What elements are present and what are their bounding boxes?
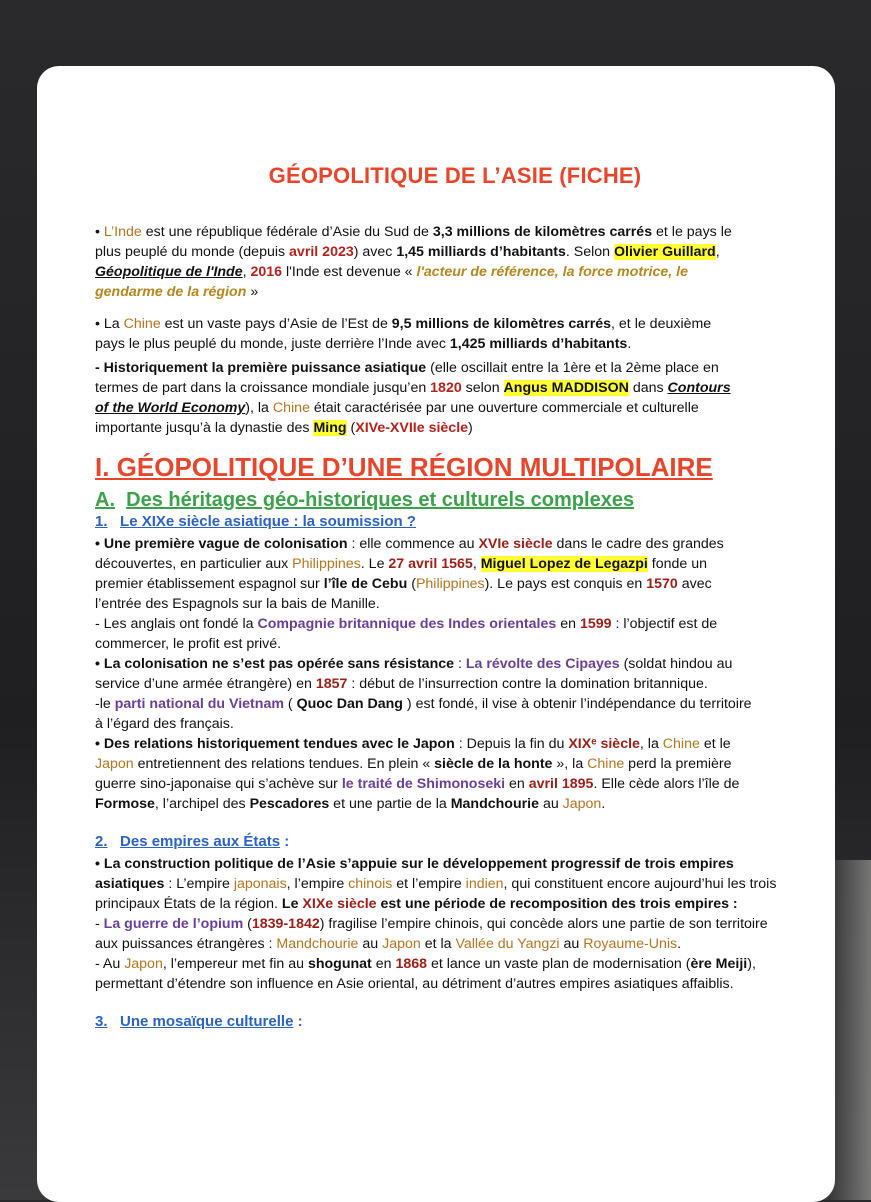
intro-history: - Historiquement la première puissance asiatique (elle oscillait entre la 1ère et la 2ème place en termes de part dans la croissance mondiale jusqu’en 1820 selon Angus MADDISON dans Contours of the World Economy), la Chine était caractérisée par une ouverture commerciale et culturelle importante jusqu’à la dynastie des Ming (XIVe-XVIIe siècle) bbox=[95, 360, 731, 436]
para-empires: • La construction politique de l’Asie s’appuie sur le développement progressif de trois empires asiatiques : L’empire japonais, l’empire chinois et l’empire indien, qui constituent encore aujourd’hui les trois principaux États de la région. Le XIXe siècle est une période de recomposition des trois empires : bbox=[95, 856, 777, 912]
subsection-heading-A: A. Des héritages géo-historiques et culturels complexes bbox=[95, 489, 635, 511]
section-heading-I: I. GÉOPOLITIQUE D’UNE RÉGION MULTIPOLAIRE bbox=[95, 452, 713, 482]
para-colonisation: • Une première vague de colonisation : elle commence au XVIe siècle dans le cadre des grandes découvertes, en particulier aux Philippines. Le 27 avril 1565, Miguel Lopez de Legazpi fonde un premier établissement espagnol sur l’île de Cebu (Philippines). Le pays est conquis en 1570 avec l’entrée des Espagnols sur la bais de Manille. bbox=[95, 536, 724, 612]
para-opium: - La guerre de l’opium (1839-1842) fragilise l’empire chinois, qui concède alors une partie de son territoire aux puissances étrangères : Mandchourie au Japon et la Vallée du Yangzi au Royaume-Unis. bbox=[95, 916, 768, 952]
heading-3: 3. Une mosaïque culturelle : bbox=[95, 1013, 303, 1030]
intro-china: • La Chine est un vaste pays d’Asie de l’Est de 9,5 millions de kilomètres carrés, et le deuxième pays le plus peuplé du monde, juste derrière l’Inde avec 1,425 milliards d’habitants. bbox=[95, 316, 712, 352]
para-resistance: • La colonisation ne s’est pas opérée sans résistance : La révolte des Cipayes (soldat hindou au service d’une armée étrangère) en 1857 : début de l’insurrection contre la domination britannique. bbox=[95, 656, 733, 692]
heading-1: 1. Le XIXe siècle asiatique : la soumission ? bbox=[95, 513, 416, 530]
para-meiji: - Au Japon, l’empereur met fin au shogunat en 1868 et lance un vaste plan de modernisation (ère Meiji), permettant d’étendre son influence en Asie oriental, au détriment d’autres empires asiatiques affaiblis. bbox=[95, 956, 756, 992]
para-vietnam: -le parti national du Vietnam ( Quoc Dan Dang ) est fondé, il vise à obtenir l’indépendance du territoire à l’égard des français. bbox=[95, 696, 752, 732]
intro-india: • L’Inde est une république fédérale d’Asie du Sud de 3,3 millions de kilomètres carrés et le pays le plus peuplé du monde (depuis avril 2023) avec 1,45 milliards d’habitants. Selon Olivier Guillard, Géopolitique de l'Inde, 2016 l'Inde est devenue « l'acteur de référence, la force motrice, le gendarme de la région » bbox=[95, 224, 732, 300]
background-blur bbox=[831, 860, 871, 1200]
document-page bbox=[37, 66, 835, 1202]
heading-2: 2. Des empires aux États : bbox=[95, 833, 290, 850]
para-japon: • Des relations historiquement tendues avec le Japon : Depuis la fin du XIXᵉ siècle, la Chine et le Japon entretiennent des relations tendues. En plein « siècle de la honte », la Chine perd la première guerre sino-japonaise qui s’achève sur le traité de Shimonoseki en avril 1895. Elle cède alors l’île de Formose, l’archipel des Pescadores et une partie de la Mandchourie au Japon. bbox=[95, 736, 740, 812]
para-compagnie: - Les anglais ont fondé la Compagnie britannique des Indes orientales en 1599 : l’objectif est de commercer, le profit est privé. bbox=[95, 616, 718, 652]
page-title: GÉOPOLITIQUE DE L’ASIE (FICHE) bbox=[268, 163, 642, 188]
